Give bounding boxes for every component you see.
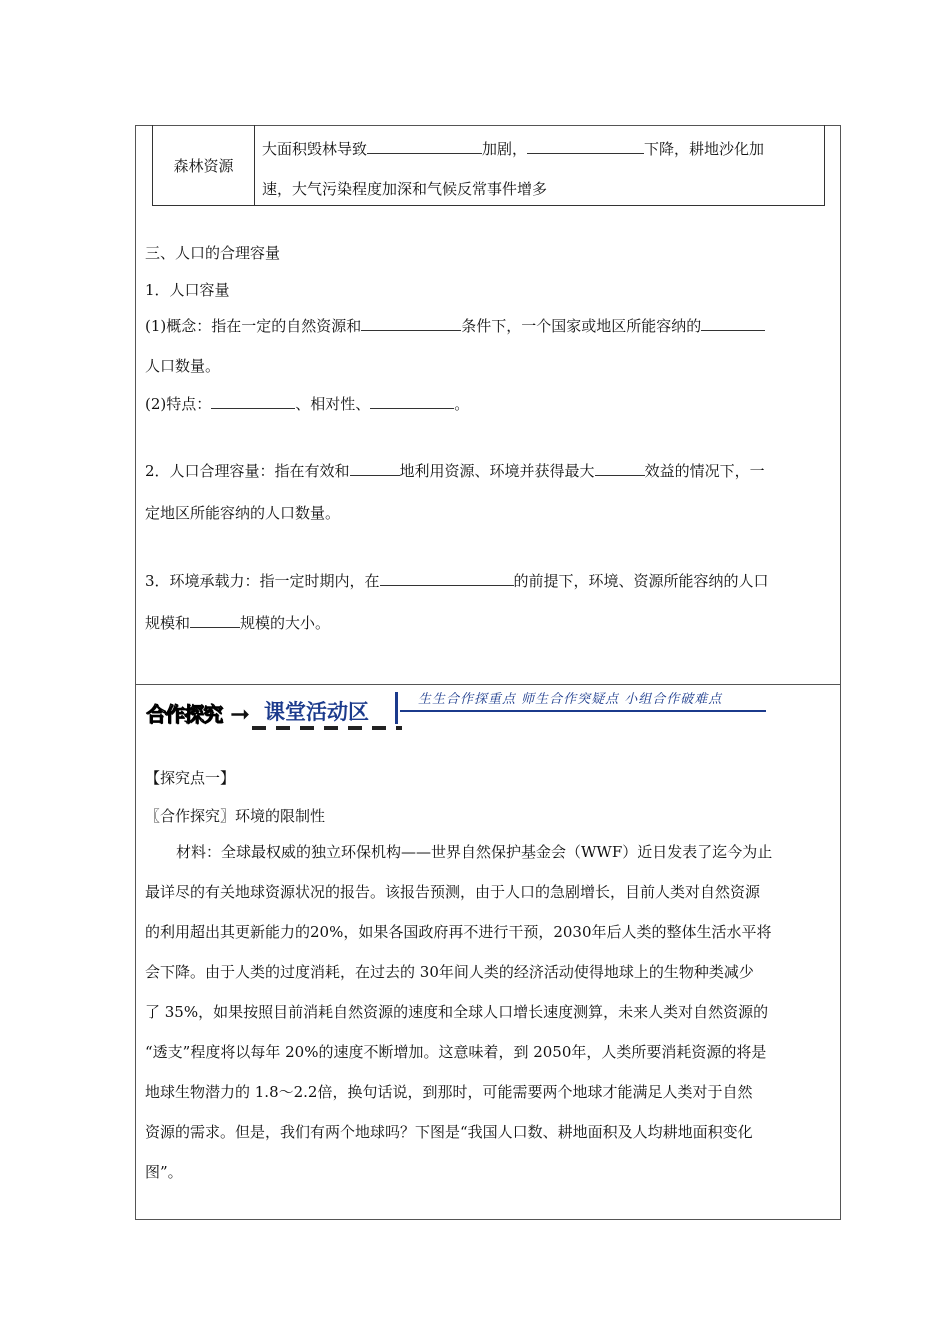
banner-chip: 合作探究 <box>146 702 222 726</box>
fill-blank[interactable] <box>361 316 461 331</box>
concept-text-a: (1)概念：指在一定的自然资源和 <box>145 317 362 335</box>
table-description <box>255 125 824 205</box>
arrow-right-icon: ➞ <box>230 700 251 728</box>
fill-blank[interactable] <box>527 139 644 154</box>
explore-point-heading: 【探究点一】 <box>145 769 236 787</box>
table-desc-line2: 速，大气污染程度加深和气候反常事件增多 <box>262 180 548 198</box>
item3-text-b: 的前提下，环境、资源所能容纳的人口 <box>513 572 769 590</box>
fill-blank[interactable] <box>350 461 400 476</box>
material-line: 会下降。由于人类的过度消耗，在过去的 30年间人类的经济活动使得地球上的生物种类减少 <box>145 963 754 981</box>
desc-text-c: 下降，耕地沙化加 <box>644 140 765 158</box>
item-3-line <box>145 570 769 591</box>
material-line: “透支”程度将以每年 20%的速度不断增加。这意味着，到 2050年，人类所要消耗资源的将是 <box>145 1043 767 1061</box>
material-line: 材料：全球最权威的独立环保机构——世界自然保护基金会（WWF）近日发表了迄今为止 <box>176 843 773 861</box>
material-line: 地球生物潜力的 1.8～2.2倍，换句话说，到那时，可能需要两个地球才能满足人类对于自然 <box>145 1083 753 1101</box>
item-2-line-2: 定地区所能容纳的人口数量。 <box>145 504 341 522</box>
fill-blank[interactable] <box>380 571 514 586</box>
desc-text-b: 加剧， <box>482 140 528 158</box>
fill-blank[interactable] <box>211 394 295 409</box>
item2-text-a: 2．人口合理容量：指在有效和 <box>145 462 350 480</box>
material-line: 最详尽的有关地球资源状况的报告。该报告预测，由于人口的急剧增长，目前人类对自然资源 <box>145 883 761 901</box>
desc-text-a: 大面积毁林导致 <box>262 140 368 158</box>
item2-text-c: 效益的情况下，一 <box>644 462 765 480</box>
activity-banner <box>138 688 828 732</box>
fill-blank[interactable] <box>367 139 482 154</box>
item3-text-a: 3．环境承载力：指一定时期内，在 <box>145 572 380 590</box>
banner-tagline: 生生合作探重点 师生合作突疑点 小组合作破难点 <box>418 692 723 707</box>
section-divider <box>135 684 841 685</box>
item2-text-b: 地利用资源、环境并获得最大 <box>399 462 595 480</box>
dash-decoration <box>252 726 402 730</box>
table-label-forest: 森林资源 <box>153 125 255 205</box>
material-line: 的利用超出其更新能力的20%，如果各国政府再不进行干预，2030年后人类的整体生活水平将 <box>145 923 772 941</box>
material-line: 了 35%，如果按照目前消耗自然资源的速度和全球人口增长速度测算，未来人类对自然资源的 <box>145 1003 769 1021</box>
concept-line <box>145 315 765 336</box>
concept-text-b: 条件下，一个国家或地区所能容纳的 <box>461 317 702 335</box>
banner-rule <box>400 710 766 712</box>
feature-text-b: 、相对性、 <box>295 395 371 413</box>
banner-title: 课堂活动区 <box>264 699 369 724</box>
feature-text-c: 。 <box>454 395 470 413</box>
table-desc-line1 <box>262 129 818 169</box>
item3-text-d: 规模的大小。 <box>240 614 331 632</box>
item-1-heading: 1．人口容量 <box>145 281 230 299</box>
item-3-line-2 <box>145 612 330 633</box>
section-heading: 三、人口的合理容量 <box>145 244 281 262</box>
material-line: 图”。 <box>145 1163 183 1181</box>
material-paragraph <box>145 832 835 1192</box>
material-line: 资源的需求。但是，我们有两个地球吗？下图是“我国人口数、耕地面积及人均耕地面积变化 <box>145 1123 753 1141</box>
feature-line <box>145 393 469 414</box>
fill-blank[interactable] <box>701 316 765 331</box>
banner-bar <box>395 692 398 724</box>
item-2-line <box>145 460 765 481</box>
explore-subtitle: 〖合作探究〗环境的限制性 <box>145 807 326 825</box>
fill-blank[interactable] <box>190 613 240 628</box>
resource-table <box>152 125 825 206</box>
fill-blank[interactable] <box>595 461 645 476</box>
feature-text-a: (2)特点： <box>145 395 212 413</box>
fill-blank[interactable] <box>370 394 454 409</box>
concept-line-2: 人口数量。 <box>145 357 221 375</box>
item3-text-c: 规模和 <box>145 614 191 632</box>
